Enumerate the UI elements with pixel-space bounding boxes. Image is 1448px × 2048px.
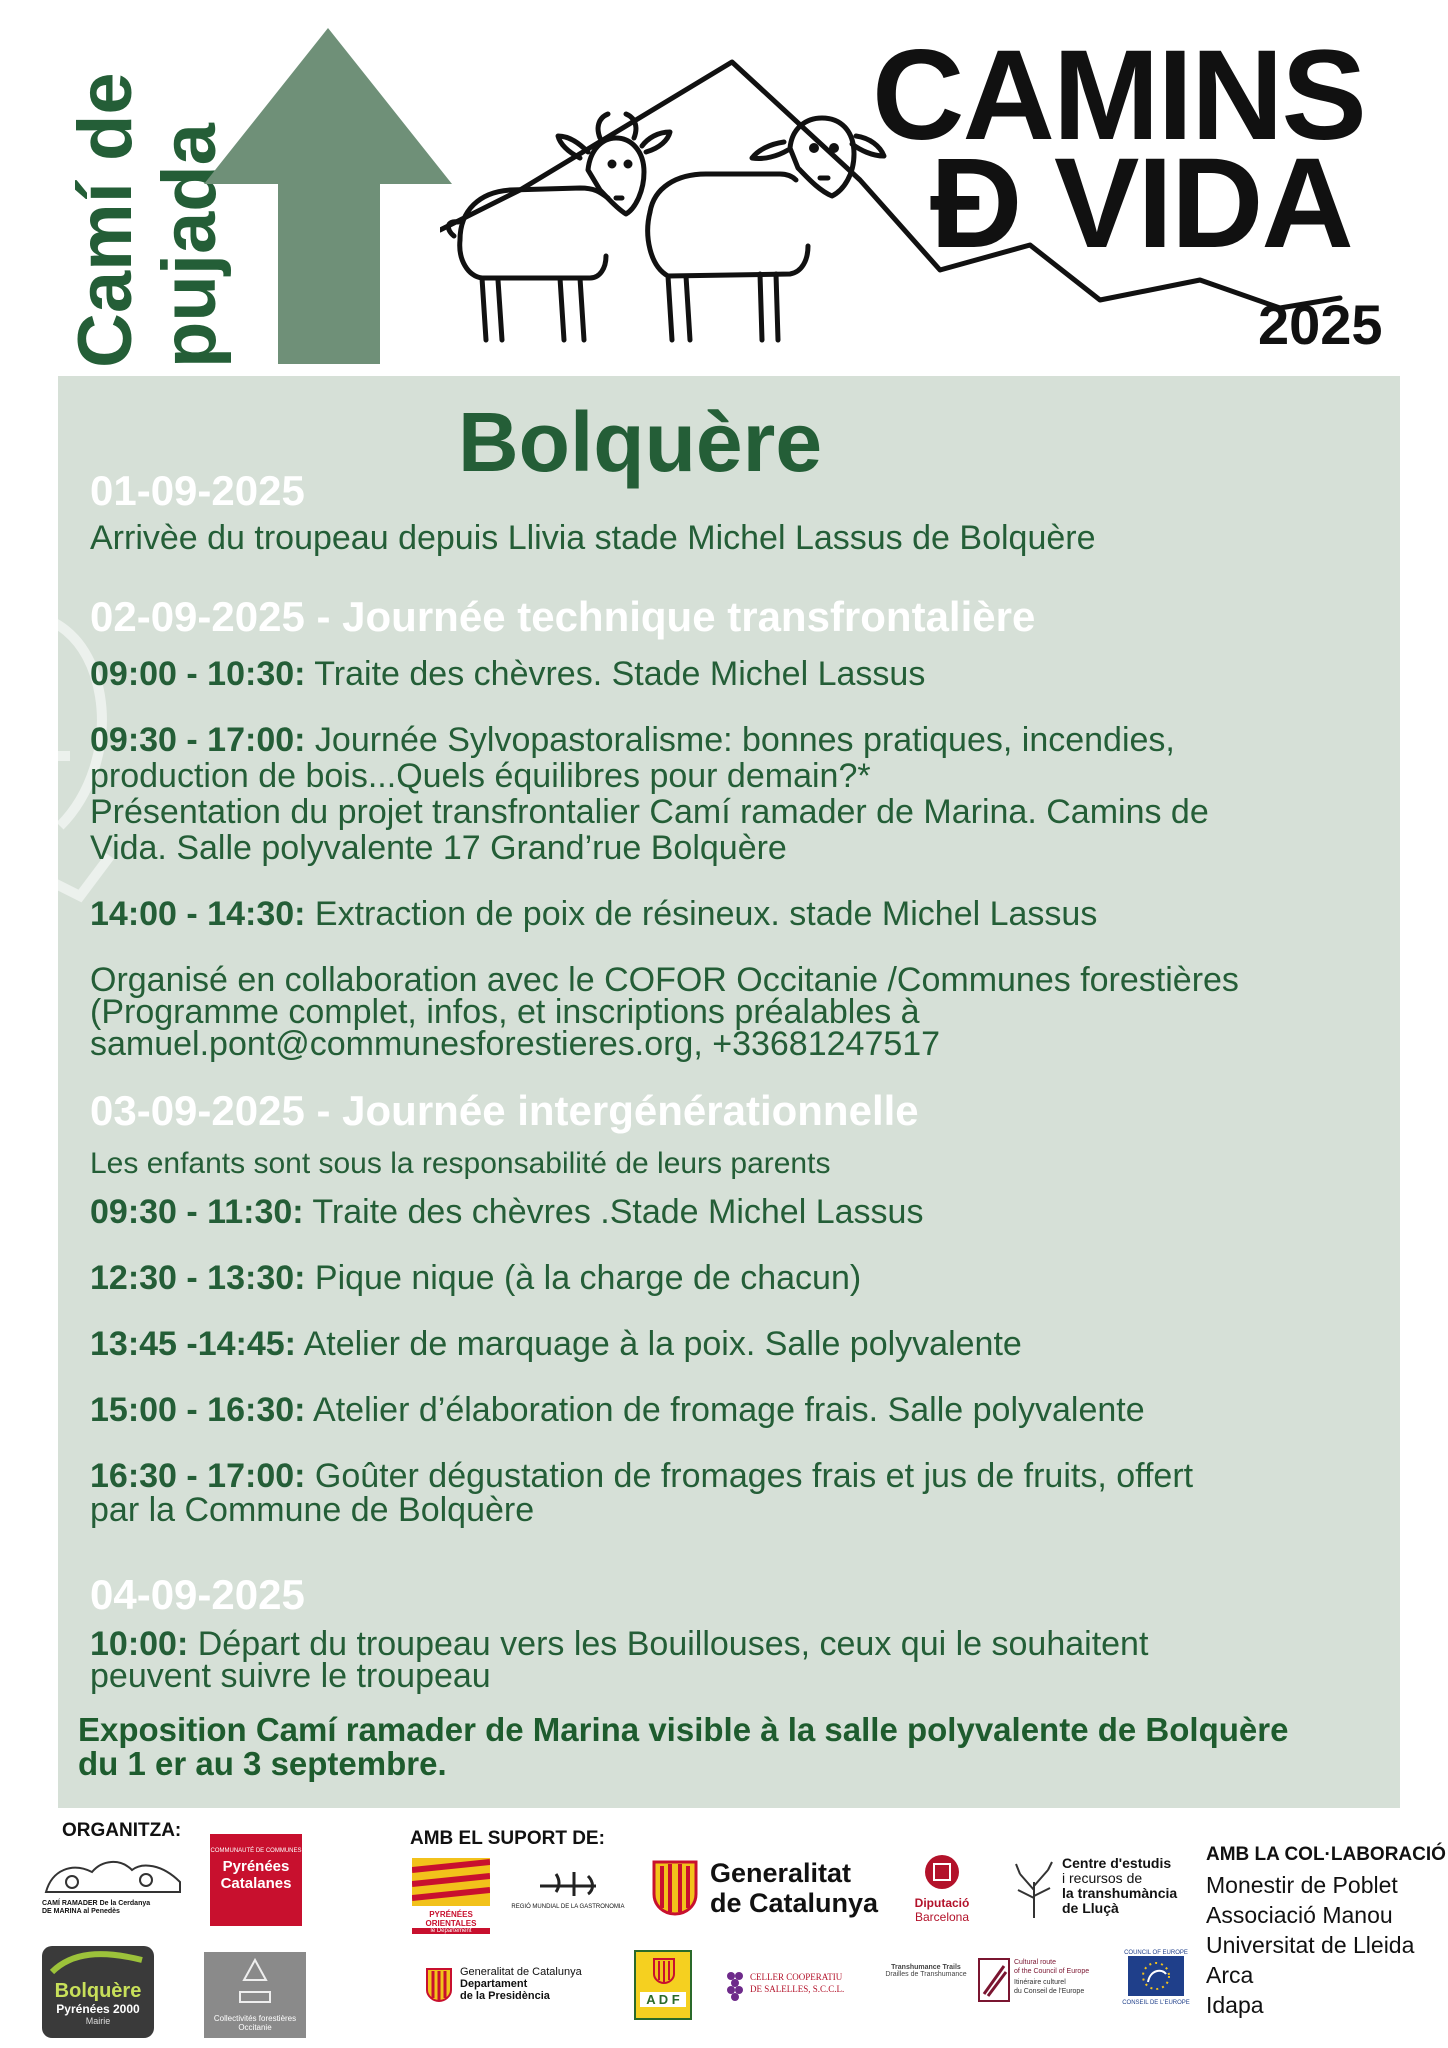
schedule-line: production de bois...Quels équilibres pour demain?*	[90, 757, 871, 795]
day1-text: Arrivèe du troupeau depuis Llivia stade Michel Lassus de Bolquère	[90, 519, 1096, 557]
collaborator-item: Arca	[1206, 1962, 1254, 1988]
collaborator-item: Universitat de Lleida	[1206, 1932, 1415, 1958]
collaborator-item: Monestir de Poblet	[1206, 1872, 1398, 1898]
exposition-line: Exposition Camí ramader de Marina visible à la salle polyvalente de Bolquère	[78, 1711, 1289, 1748]
day1-date: 01-09-2025	[90, 467, 305, 514]
collaboration-block	[1206, 1844, 1446, 2020]
schedule-line: 09:00 - 10:30: Traite des chèvres. Stade Michel Lassus	[90, 655, 926, 693]
organitza-label: ORGANITZA:	[62, 1820, 182, 1841]
transhumance-trails-logo: Transhumance Trails Drailles de Transhumance	[885, 1964, 967, 1978]
schedule-line: par la Commune de Bolquère	[90, 1491, 535, 1529]
presidencia-logo: Generalitat de Catalunya Departament de la Presidència	[426, 1966, 606, 2012]
exposition-line: du 1 er au 3 septembre.	[78, 1745, 447, 1782]
pyrenees-catalanes-logo: COMMUNAUTÉ DE COMMUNES Pyrénées Catalanes	[210, 1834, 302, 1926]
vertical-title-line2: pujada	[147, 123, 232, 368]
diputacio-barcelona-logo: Diputació Barcelona	[906, 1854, 978, 1928]
brand-line1: CAMINS	[872, 24, 1365, 167]
cofor-note-line: (Programme complet, infos, et inscriptions préalables à	[90, 993, 920, 1031]
gastronomia-logo: REGIÓ MUNDIAL DE LA GASTRONOMIA	[500, 1866, 636, 1916]
collectivites-forestieres-logo: Collectivités forestières Occitanie	[204, 1952, 306, 2038]
schedule-line: Présentation du projet transfrontalier Camí ramader de Marina. Camins de	[90, 793, 1209, 831]
generalitat-logo: Generalitat de Catalunya	[652, 1856, 884, 1920]
sheep-icon	[648, 118, 884, 340]
schedule-line: 15:00 - 16:30: Atelier d’élaboration de fromage frais. Salle polyvalente	[90, 1391, 1145, 1429]
schedule-line: Vida. Salle polyvalente 17 Grand’rue Bolquère	[90, 829, 787, 867]
schedule-line: 09:30 - 17:00: Journée Sylvopastoralisme: bonnes pratiques, incendies,	[90, 721, 1175, 759]
cofor-note-line: Organisé en collaboration avec le COFOR Occitanie /Communes forestières	[90, 961, 1239, 999]
schedule-line: 16:30 - 17:00: Goûter dégustation de fromages frais et jus de fruits, offert	[90, 1457, 1194, 1495]
suport-label: AMB EL SUPORT DE:	[410, 1828, 605, 1849]
schedule-line: 10:00: Départ du troupeau vers les Bouillouses, ceux qui le souhaitent	[90, 1625, 1149, 1663]
day2-date: 02-09-2025 - Journée technique transfrontalière	[90, 593, 1036, 640]
year-label: 2025	[1258, 293, 1383, 356]
day3-date: 03-09-2025 - Journée intergénérationnelle	[90, 1087, 919, 1134]
bolquere-logo: Bolquère Pyrénées 2000 Mairie	[42, 1946, 154, 2038]
day4-date: 04-09-2025	[90, 1571, 305, 1618]
collab-label: AMB LA COL·LABORACIÓ	[1206, 1844, 1446, 1865]
up-arrow-icon	[200, 24, 456, 368]
schedule-line: 14:00 - 14:30: Extraction de poix de résineux. stade Michel Lassus	[90, 895, 1098, 933]
adf-logo: A D F	[634, 1950, 692, 2020]
vertical-title-line1: Camí de	[63, 72, 148, 368]
town-title: Bolquère	[458, 395, 823, 489]
brand-line2: Đ VIDA	[930, 132, 1352, 275]
cami-ramader-logo: CAMÍ RAMADER De la Cerdanya DE MARINA al Penedès	[42, 1852, 186, 1922]
celler-logo: CELLER COOPERATIU DE SALELLES, S.C.C.L.	[724, 1966, 854, 2006]
collaborator-item: Idapa	[1206, 1992, 1264, 2018]
program-panel	[58, 376, 1400, 1808]
schedule-line: 13:45 -14:45: Atelier de marquage à la poix. Salle polyvalente	[90, 1325, 1022, 1363]
day3-subtitle: Les enfants sont sous la responsabilité de leurs parents	[90, 1147, 831, 1180]
council-of-europe-logo: COUNCIL OF EUROPE CONSEIL DE L'EUROPE	[1122, 1950, 1190, 2006]
cofor-contact: samuel.pont@communesforestieres.org, +33681247517	[90, 1025, 941, 1063]
collaborator-item: Associació Manou	[1206, 1902, 1393, 1928]
pyrenees-orientales-logo: PYRÉNÉES ORIENTALES le Département	[412, 1858, 490, 1938]
schedule-line: 09:30 - 11:30: Traite des chèvres .Stade Michel Lassus	[90, 1193, 924, 1231]
cultural-route-logo: Cultural route of the Council of Europe Itinéraire culturel du Conseil de l'Europe	[978, 1956, 1098, 2006]
centre-lluca-logo: Centre d'estudis i recursos de la transhumància de Lluçà	[1012, 1856, 1182, 1926]
schedule-line: peuvent suivre le troupeau	[90, 1657, 491, 1695]
brand-title	[872, 24, 1412, 275]
schedule-line: 12:30 - 13:30: Pique nique (à la charge de chacun)	[90, 1259, 862, 1297]
goat-icon	[448, 114, 670, 340]
